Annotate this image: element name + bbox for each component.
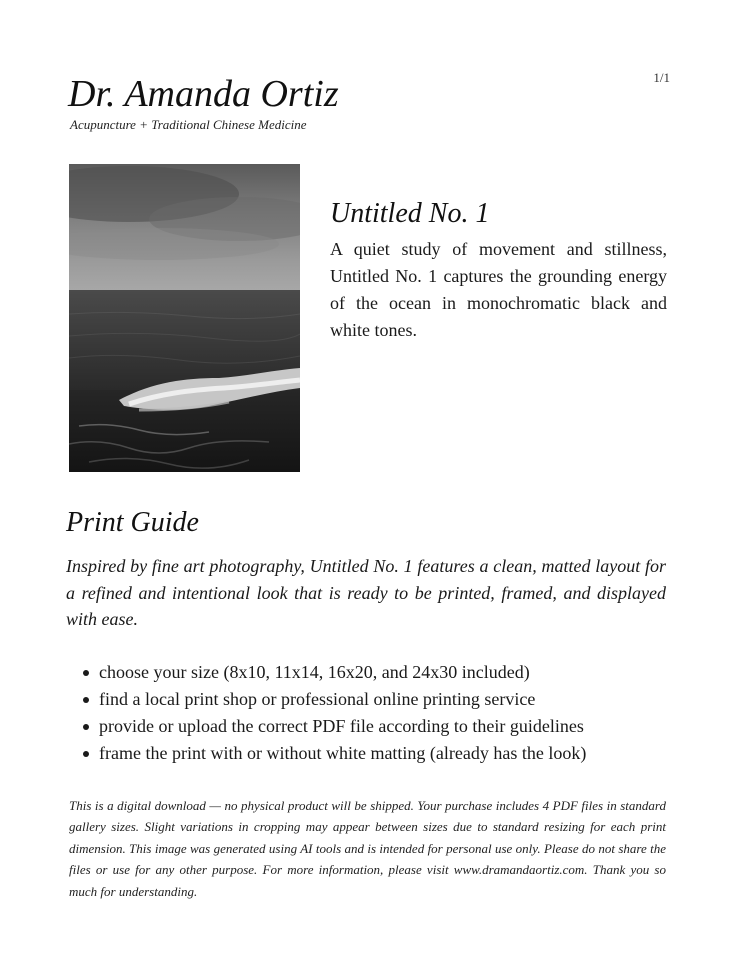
list-item	[66, 659, 676, 686]
disclaimer-text: This is a digital download — no physical product will be shipped. Your purchase includes 4 PDF files in standard gallery sizes. Slight variations in cropping may appear between sizes due to standard resizing for each print dimension. This image was generated using AI tools and is intended for personal use only. Please do not share the files or use for any other purpose. For more information, please visit www.dramandaortiz.com. Thank you so much for understanding.	[69, 798, 666, 899]
print-guide-steps	[66, 659, 676, 767]
ocean-photo	[69, 164, 300, 472]
step-text: frame the print with or without white matting (already has the look)	[99, 743, 587, 763]
list-item	[66, 740, 676, 767]
page-number: 1/1	[653, 70, 670, 85]
brand-header	[68, 72, 339, 134]
step-text: choose your size (8x10, 11x14, 16x20, and 24x30 included)	[99, 662, 530, 682]
bullet-icon	[83, 751, 89, 757]
bullet-icon	[83, 697, 89, 703]
list-item	[66, 713, 676, 740]
step-text: find a local print shop or professional online printing service	[99, 689, 536, 709]
artwork-description: A quiet study of movement and stillness, Untitled No. 1 captures the grounding energy of the ocean in monochromatic black and white tones.	[330, 239, 667, 340]
print-guide-intro: Inspired by fine art photography, Untitled No. 1 features a clean, matted layout for a refined and intentional look that is ready to be printed, framed, and displayed with ease.	[66, 556, 666, 629]
ocean-photo-illustration	[69, 164, 300, 472]
brand-tagline: Acupuncture + Traditional Chinese Medicine	[70, 117, 307, 132]
brand-name: Dr. Amanda Ortiz	[68, 73, 339, 115]
bullet-icon	[83, 724, 89, 730]
list-item	[66, 686, 676, 713]
artwork-section	[330, 196, 667, 344]
step-text: provide or upload the correct PDF file according to their guidelines	[99, 716, 584, 736]
print-guide-title: Print Guide	[66, 507, 199, 538]
bullet-icon	[83, 670, 89, 676]
artwork-title: Untitled No. 1	[330, 198, 490, 229]
